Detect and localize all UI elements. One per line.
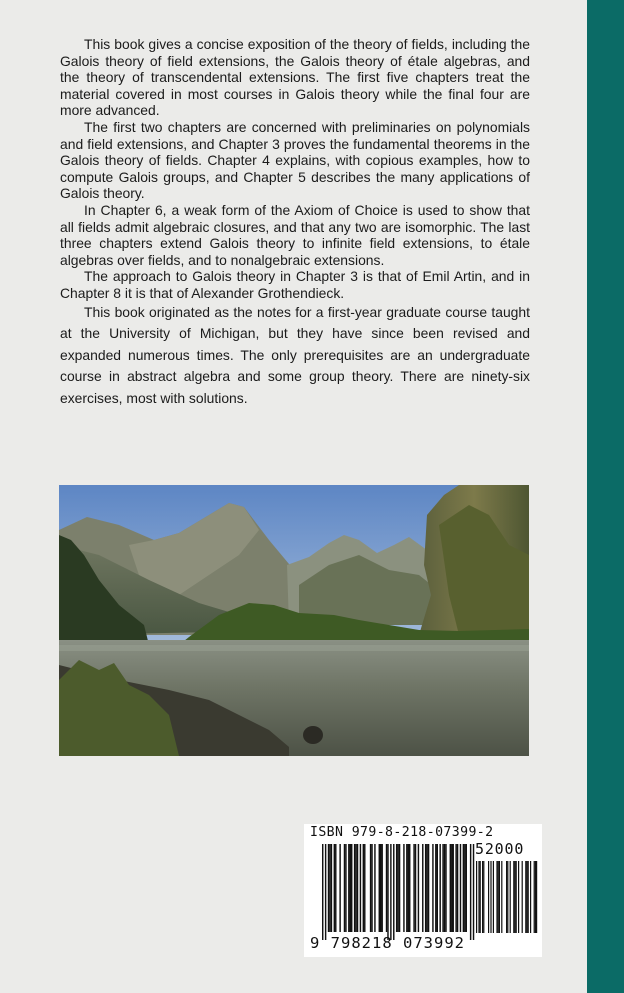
barcode-bar [393, 844, 394, 940]
barcode-bar [463, 844, 464, 932]
barcode-bar [428, 844, 429, 932]
spine-color-strip [587, 0, 624, 993]
barcode-bar [397, 844, 398, 932]
barcode-addon-bar [536, 861, 537, 933]
barcode-bar [371, 844, 372, 932]
isbn-label: ISBN 979-8-218-07399-2 [310, 825, 494, 840]
barcode-bar [355, 844, 356, 932]
barcode-addon-bar [514, 861, 515, 933]
barcode-addon-bar [498, 861, 499, 933]
blurb-paragraph-3: In Chapter 6, a weak form of the Axiom of Choice is used to show that all fields admit algebraic closures, and that any two are isomorphic. The last three chapters extend Galois theory to infinite field extensions, to étale algebras over fields, and to nonalgebraic extensions. [60, 201, 530, 268]
barcode-addon-bar [483, 861, 484, 933]
barcode-addon-bar [507, 861, 508, 933]
barcode-addon-bar [478, 861, 479, 933]
barcode-bar [444, 844, 445, 932]
barcode-bar [331, 844, 332, 932]
blurb-paragraph-5: This book originated as the notes for a first-year graduate course taught at the University of Michigan, but they have since been revised and expanded numerous times. The only prerequisites are an undergraduate course in abstract algebra and some group theory. There are ninety-six exercises, most with solutions. [60, 303, 530, 406]
barcode-bar [381, 844, 382, 932]
barcode-bar [374, 844, 375, 932]
barcode-bar [437, 844, 438, 932]
barcode-addon-bar [496, 861, 497, 933]
barcode-bar [387, 844, 388, 940]
barcode-addon-bar [488, 861, 489, 933]
barcode-bar [425, 844, 426, 932]
barcode-bar [473, 844, 474, 940]
barcode-bar [464, 844, 465, 932]
barcode-bar [470, 844, 471, 940]
barcode-bar [386, 844, 387, 932]
barcode-bar [426, 844, 427, 932]
barcode-addon-bar [480, 861, 481, 933]
barcode-addon-bar [528, 861, 529, 933]
barcode-bar [380, 844, 381, 932]
barcode-bar [415, 844, 416, 932]
blurb-paragraph-2: The first two chapters are concerned with preliminaries on polynomials and field extensions, and Chapter 3 proves the fundamental theorems in the Galois theory of fields. Chapter 4 explains, with copious examples, how to compute Galois groups, and Chapter 5 describes the many applications of Galois theory. [60, 118, 530, 202]
barcode-bar [329, 844, 330, 932]
barcode-addon-bar [506, 861, 507, 933]
barcode-bar [432, 844, 433, 932]
blurb-paragraph-1: This book gives a concise exposition of the theory of fields, including the Galois theory of field extensions, the Galois theory of étale algebras, and the theory of transcendental extensions. The first five chapters treat the material covered in most courses in Galois theory while the final four are more advanced. [60, 36, 530, 119]
barcode-addon-bar [518, 861, 519, 933]
barcode-addon-bar [501, 861, 502, 933]
landscape-photo [59, 485, 529, 756]
price-code: 52000 [475, 840, 525, 858]
barcode-bar [406, 844, 407, 932]
barcode-bar [328, 844, 329, 932]
barcode-bar [396, 844, 397, 932]
barcode-bar [408, 844, 409, 932]
barcode-bar [466, 844, 467, 932]
barcode-bar [413, 844, 414, 932]
barcode-bar [363, 844, 364, 932]
barcode-bar [322, 844, 323, 940]
isbn-barcode-box [304, 824, 542, 957]
barcode-addon-bar [476, 861, 477, 933]
barcode-bar [442, 844, 443, 932]
barcode-bar [450, 844, 451, 932]
barcode-addon-bar [493, 861, 494, 933]
barcode-bar [334, 844, 335, 932]
barcode-bar [453, 844, 454, 932]
barcode-addon-bar [534, 861, 535, 933]
barcode-bar [460, 844, 461, 932]
barcode-bar [439, 844, 440, 932]
barcode-addon-bar [525, 861, 526, 933]
barcode-bar [325, 844, 326, 940]
barcode-addon-bar [499, 861, 500, 933]
barcode-bar [451, 844, 452, 932]
barcode-bar [348, 844, 349, 932]
barcode-bar [364, 844, 365, 932]
barcode-bar [422, 844, 423, 932]
barcode-bar [409, 844, 410, 932]
barcode-bar [354, 844, 355, 932]
barcode-bar [379, 844, 380, 932]
barcode-addon-bar [490, 861, 491, 933]
barcode-bar [339, 844, 340, 932]
back-cover-blurb [60, 36, 530, 409]
barcode-bar [390, 844, 391, 940]
barcode-addon-bar [516, 861, 517, 933]
barcode-bar [403, 844, 404, 932]
barcode-bar [345, 844, 346, 932]
barcode-addon-bar [522, 861, 523, 933]
barcode-bar [418, 844, 419, 932]
barcode-bar [435, 844, 436, 932]
barcode-digits: 9 798218 073992 [310, 934, 465, 952]
barcode-addon-bar [526, 861, 527, 933]
barcode-bar [357, 844, 358, 932]
barcode-addon-bar [513, 861, 514, 933]
barcode-bar [445, 844, 446, 932]
barcode-bar [335, 844, 336, 932]
barcode-bar [344, 844, 345, 932]
barcode-bar [360, 844, 361, 932]
barcode-bar [370, 844, 371, 932]
barcode-bar [399, 844, 400, 932]
barcode-addon-bar [482, 861, 483, 933]
barcode-addon-bar [530, 861, 531, 933]
barcode-bar [351, 844, 352, 932]
barcode-addon-bar [510, 861, 511, 933]
barcode-bar [350, 844, 351, 932]
barcode-addon-bar [535, 861, 536, 933]
barcode-bar [455, 844, 456, 932]
barcode-bar [457, 844, 458, 932]
blurb-paragraph-4: The approach to Galois theory in Chapter 3 is that of Emil Artin, and in Chapter 8 it is that of Alexander Grothendieck. [60, 268, 530, 301]
